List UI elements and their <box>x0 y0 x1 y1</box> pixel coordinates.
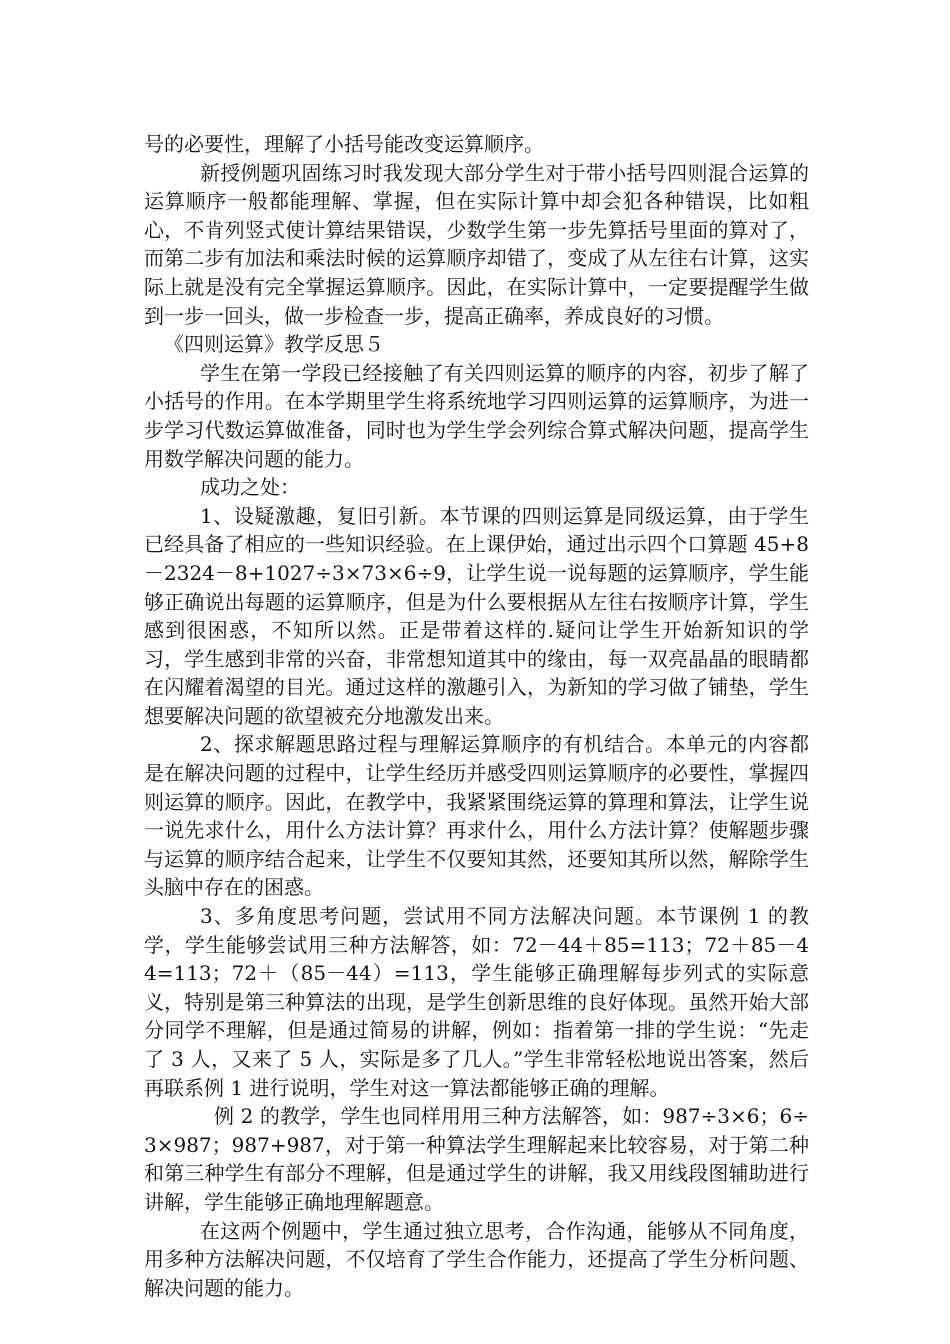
paragraph-conclusion: 在这两个例题中，学生通过独立思考，合作沟通，能够从不同角度，用多种方法解决问题，不仅培育了学生合作能力，还提高了学生分析问题、解决问题的能力。 <box>144 1218 809 1300</box>
paragraph-intro: 学生在第一学段已经接触了有关四则运算的顺序的内容，初步了解了小括号的作用。在本学期里学生将系统地学习四则运算的运算顺序，为进一步学习代数运算做准备，同时也为学生学会列综合算式解决问题，提高学生用数学解决问题的能力。 <box>144 360 809 471</box>
paragraph-example-2: 例 2 的教学，学生也同样用用三种方法解答，如：987÷3×6；6÷3×987；987+987，对于第一种算法学生理解起来比较容易，对于第二种和第三种学生有部分不理解，但是通过学生的讲解，我又用线段图辅助进行讲解，学生能够正确地理解题意。 <box>144 1104 809 1214</box>
paragraph-point-3: 3、多角度思考问题，尝试用不同方法解决问题。本节课例 1 的教学，学生能够尝试用三种方法解答，如：72－44＋85=113；72＋85－44=113；72＋（85－44）=113，学生能够正确理解每步列式的实际意义，特别是第三种算法的出现，是学生创新思维的良好体现。虽然开始大部分同学不理解，但是通过简易的讲解，例如：指着第一排的学生说：“先走了 3 人，又来了 5 人，实际是多了几人。”学生非常轻松地说出答案，然后再联系例 1 进行说明，学生对这一算法都能够正确的理解。 <box>144 904 809 1100</box>
paragraph-continuation: 号的必要性，理解了小括号能改变运算顺序。 <box>144 132 544 156</box>
paragraph-point-1: 1、设疑激趣，复旧引新。本节课的四则运算是同级运算，由于学生已经具备了相应的一些知识经验。在上课伊始，通过出示四个口算题 45+8－2324－8+1027÷3×73×6÷9，让学生说一说每题的运算顺序，学生能够正确说出每题的运算顺序，但是为什么要根据从左往右按顺序计算，学生感到很困惑，不知所以然。正是带着这样的.疑问让学生开始新知识的学习，学生感到非常的兴奋，非常想知道其中的缘由，每一双亮晶晶的眼睛都在闪耀着渴望的目光。通过这样的激趣引入，为新知的学习做了铺垫，学生想要解决问题的欲望被充分地激发出来。 <box>144 503 809 728</box>
document-body <box>144 130 809 1302</box>
paragraph-point-2: 2、探求解题思路过程与理解运算顺序的有机结合。本单元的内容都是在解决问题的过程中，让学生经历并感受四则运算顺序的必要性，掌握四则运算的顺序。因此，在教学中，我紧紧围绕运算的算理和算法，让学生说一说先求什么，用什么方法计算？再求什么，用什么方法计算？使解题步骤与运算的顺序结合起来，让学生不仅要知其然，还要知其所以然，解除学生头脑中存在的困惑。 <box>144 732 809 900</box>
paragraph-practice-errors: 新授例题巩固练习时我发现大部分学生对于带小括号四则混合运算的运算顺序一般都能理解、掌握，但在实际计算中却会犯各种错误，比如粗心，不肯列竖式使计算结果错误，少数学生第一步先算括号里面的算对了，而第二步有加法和乘法时候的运算顺序却错了，变成了从左往右计算，这实际上就是没有完全掌握运算顺序。因此，在实际计算中，一定要提醒学生做到一步一回头，做一步检查一步，提高正确率，养成良好的习惯。 <box>144 160 809 328</box>
paragraph-success-label: 成功之处： <box>200 475 300 500</box>
section-heading: 《四则运算》教学反思５ <box>164 332 384 357</box>
